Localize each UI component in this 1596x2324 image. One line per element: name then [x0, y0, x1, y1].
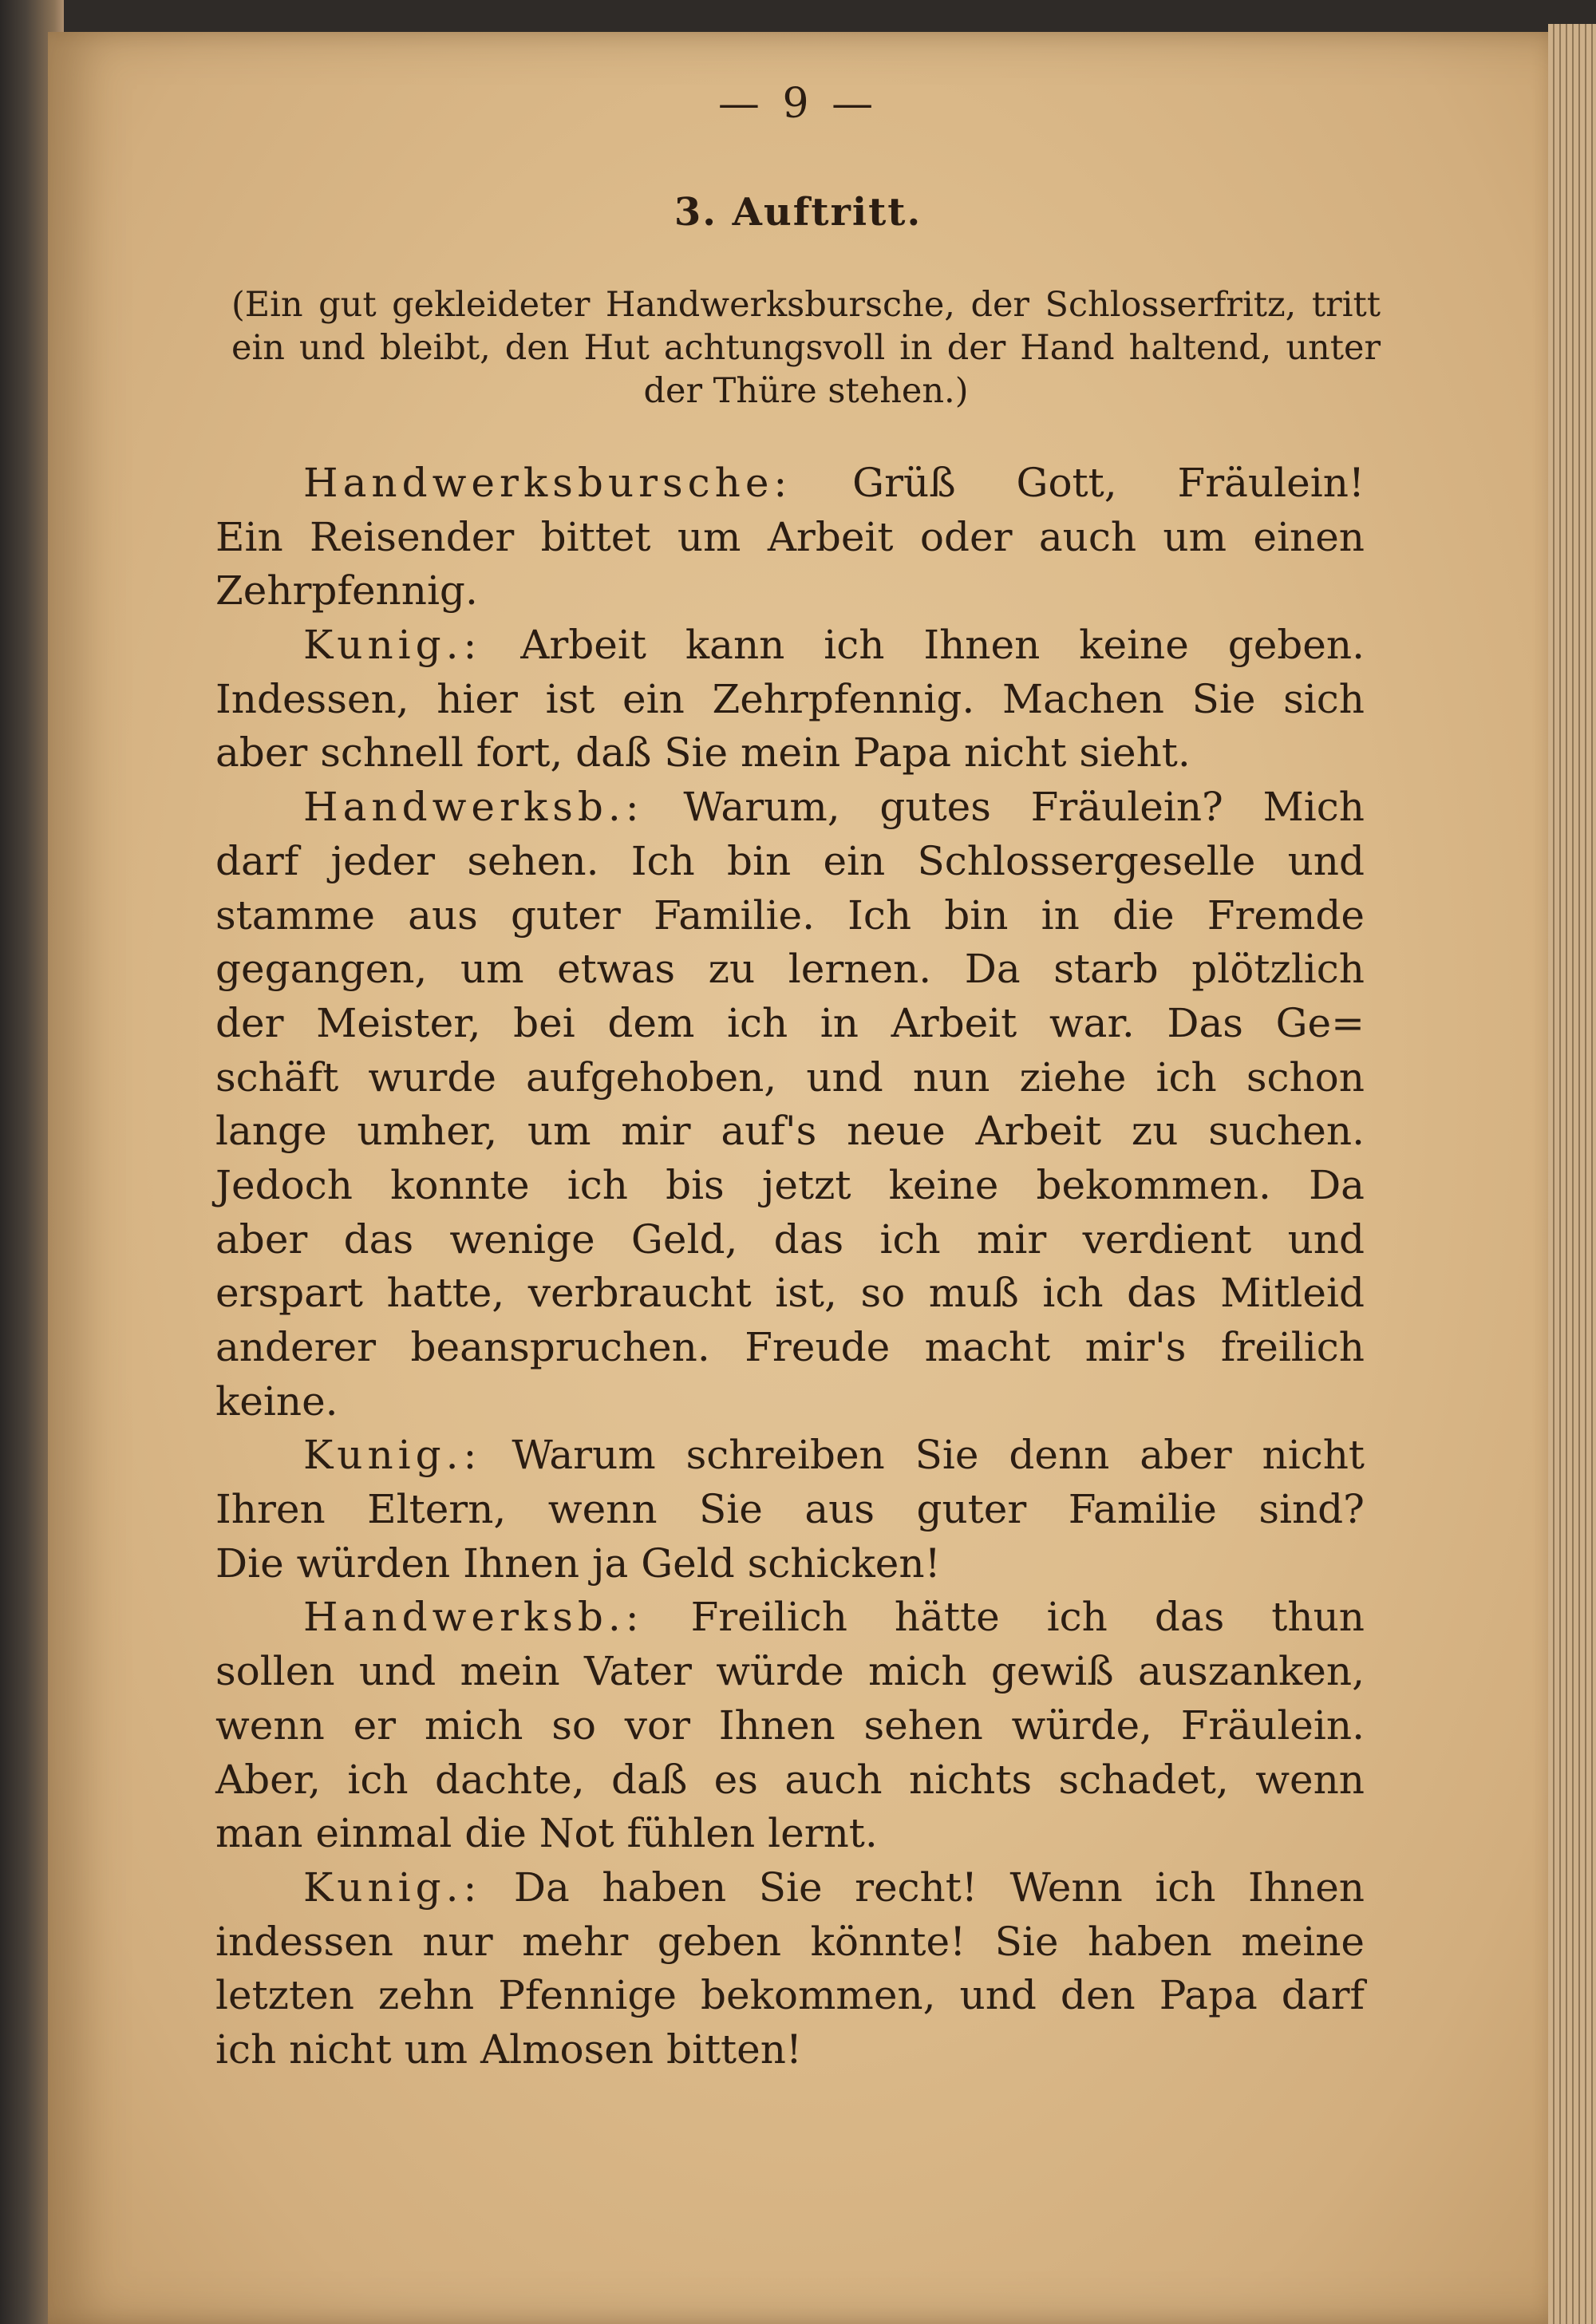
text-line — [215, 1213, 1365, 1267]
line-text: stamme aus guter Familie. Ich bin in die Fremde — [215, 891, 1365, 939]
text-line — [215, 781, 1365, 835]
stage-direction: (Ein gut gekleideter Handwerksbursche, der Schlosserfritz, tritt ein und bleibt, den Hut achtungsvoll in der Hand haltend, unter der Thüre stehen.) — [231, 285, 1381, 411]
text-line — [215, 1969, 1365, 2023]
text-line — [215, 564, 1365, 619]
page-number: — 9 — — [717, 80, 879, 128]
line-text: Zehrpfennig. — [215, 567, 478, 615]
line-text: Ein Reisender bittet um Arbeit oder auch um einen — [215, 513, 1365, 560]
speaker-name: Handwerksb.: — [303, 1594, 644, 1641]
speaker-name: Kunig.: — [303, 622, 482, 669]
text-line — [215, 1483, 1365, 1537]
text-line — [215, 726, 1365, 781]
line-text: Arbeit kann ich Ihnen keine geben. — [481, 622, 1365, 669]
text-line — [215, 1051, 1365, 1105]
line-text: Aber, ich dachte, daß es auch nichts schadet, wenn — [215, 1756, 1365, 1803]
line-text: schäft wurde aufgehoben, und nun ziehe ich schon — [215, 1053, 1365, 1101]
text-line — [215, 1537, 1365, 1591]
line-text: Die würden Ihnen ja Geld schicken! — [215, 1539, 941, 1587]
text-line — [215, 2023, 1365, 2077]
speaker-name: Kunig.: — [303, 1864, 482, 1911]
speaker-name: Kunig.: — [303, 1432, 482, 1479]
text-line — [215, 943, 1365, 997]
text-line — [215, 1591, 1365, 1645]
text-line — [215, 457, 1365, 511]
text-line — [215, 1105, 1365, 1159]
text-line — [215, 1699, 1365, 1753]
text-line — [215, 1915, 1365, 1970]
line-text: gegangen, um etwas zu lernen. Da starb plötzlich — [215, 946, 1365, 993]
text-line — [215, 997, 1365, 1051]
page-stack-edge — [1548, 24, 1596, 2324]
line-text: der Meister, bei dem ich in Arbeit war. Das Ge= — [215, 999, 1365, 1046]
line-text: Warum schreiben Sie denn aber nicht — [481, 1432, 1365, 1479]
text-line — [215, 1645, 1365, 1699]
line-text: wenn er mich so vor Ihnen sehen würde, Fräulein. — [215, 1702, 1365, 1749]
speaker-name: Handwerksbursche: — [303, 460, 792, 506]
scene-title: 3. Auftritt. — [674, 190, 922, 235]
line-text: aber schnell fort, daß Sie mein Papa nicht sieht. — [215, 729, 1191, 777]
text-line — [215, 1753, 1365, 1808]
text-line — [215, 1807, 1365, 1861]
line-text: Grüß Gott, Fräulein! — [792, 460, 1365, 506]
line-text: lange umher, um mir auf's neue Arbeit zu suchen. — [215, 1108, 1365, 1155]
speaker-name: Handwerksb.: — [303, 784, 644, 831]
line-text: Ihren Eltern, wenn Sie aus guter Familie sind? — [215, 1486, 1365, 1533]
text-line — [215, 1429, 1365, 1483]
text-line — [215, 889, 1365, 943]
line-text: Freilich hätte ich das thun — [643, 1594, 1365, 1641]
line-text: ich nicht um Almosen bitten! — [215, 2026, 803, 2073]
line-text: Indessen, hier ist ein Zehrpfennig. Machen Sie sich — [215, 675, 1365, 722]
text-line — [215, 835, 1365, 889]
text-line — [215, 511, 1365, 565]
line-text: man einmal die Not fühlen lernt. — [215, 1810, 878, 1857]
line-text: sollen und mein Vater würde mich gewiß auszanken, — [215, 1648, 1365, 1695]
text-line — [215, 1375, 1365, 1429]
text-line — [215, 1861, 1365, 1915]
line-text: erspart hatte, verbraucht ist, so muß ich das Mitleid — [215, 1270, 1365, 1317]
text-line — [215, 1321, 1365, 1375]
text-line — [215, 619, 1365, 673]
text-line — [215, 673, 1365, 727]
line-text: letzten zehn Pfennige bekommen, und den Papa darf — [215, 1972, 1365, 2019]
scan-top-edge — [0, 0, 1596, 32]
dialogue-body — [215, 457, 1365, 2077]
line-text: anderer beanspruchen. Freude macht mir's freilich — [215, 1324, 1365, 1370]
line-text: indessen nur mehr geben könnte! Sie haben meine — [215, 1918, 1365, 1965]
line-text: Da haben Sie recht! Wenn ich Ihnen — [481, 1864, 1365, 1911]
line-text: darf jeder sehen. Ich bin ein Schlossergeselle und — [215, 837, 1365, 884]
text-line — [215, 1267, 1365, 1321]
line-text: Jedoch konnte ich bis jetzt keine bekommen. Da — [215, 1161, 1365, 1208]
text-line — [215, 1159, 1365, 1213]
line-text: keine. — [215, 1377, 338, 1425]
line-text: aber das wenige Geld, das ich mir verdient und — [215, 1215, 1365, 1263]
line-text: Warum, gutes Fräulein? Mich — [643, 784, 1365, 831]
